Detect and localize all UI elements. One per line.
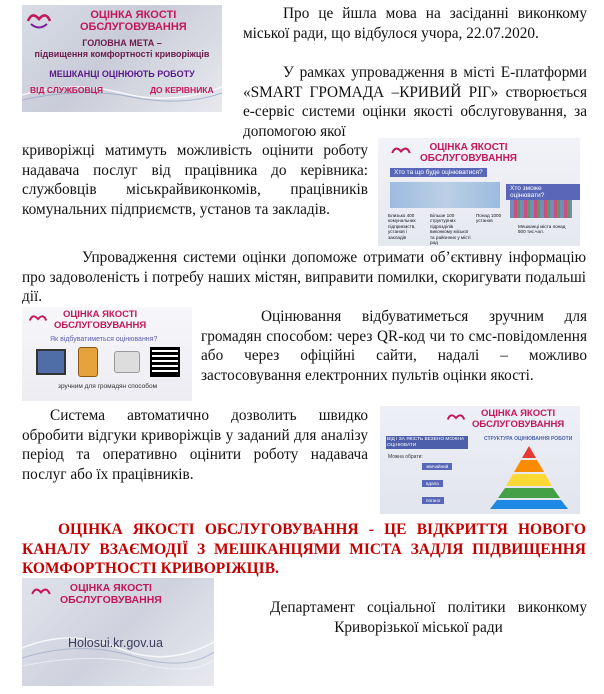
structure-title: СТРУКТУРА ОЦІНЮВАННЯ РОБОТИ: [484, 436, 573, 442]
heart-logo-icon: [26, 11, 52, 31]
paragraph-1: Про це йшла мова на засіданні виконкому міської ради, що відбулося учора, 22.07.2020.: [243, 5, 587, 42]
logo-title-1: ОЦІНКА ЯКОСТІ: [480, 408, 556, 419]
pyramid-diagram: [484, 444, 574, 510]
goal-text: [22, 38, 222, 60]
signature: Департамент соціальної політики виконкому Криворізької міської ради: [270, 599, 587, 636]
to-manager-text: ДО КЕРІВНИКА: [150, 85, 214, 95]
image-how-evaluate: [22, 307, 192, 401]
logo-title-2: ОБСЛУГОВУВАННЯ: [60, 594, 162, 606]
stat-4: Мешканці міста понад 500 тис.чол.: [518, 224, 566, 235]
stat-1: Близько 400 комунальних підприємств, установ і закладів: [388, 213, 416, 240]
option-3: погано: [422, 497, 444, 504]
logo-title-2: ОБСЛУГОВУВАННЯ: [80, 21, 187, 33]
paragraph-2a: У рамках упровадження в місті Е-платформи «SMART ГРОМАДА –КРИВИЙ РІГ» створюється е-сервіс системи оцінки якості обслуговування, за допомогою якої: [243, 64, 587, 140]
goal-line-1: ГОЛОВНА МЕТА –: [82, 38, 162, 48]
phone-icon: [78, 347, 98, 377]
question-who-can: Хто зможе оцінювати?: [506, 184, 580, 200]
paragraph-4: Оцінювання відбуватиметься зручним для громадян способом: через QR-код чи то смс-повідомлення або через офіційні сайти, надалі – можливо застосовування електронних пультів оцінки якості.: [201, 308, 587, 384]
computer-icon: [36, 349, 66, 375]
logo-title-2: ОБСЛУГОВУВАННЯ: [54, 319, 147, 331]
logo-title-1: ОЦІНКА ЯКОСТІ: [62, 309, 138, 320]
goal-line-2: підвищення комфортності криворіжців: [34, 49, 210, 59]
terminal-icon: [114, 351, 140, 373]
image-website-url: [22, 578, 214, 686]
banner-image-main-goal: [22, 5, 222, 112]
qr-code-icon: [150, 347, 180, 377]
image-evaluation-structure: [380, 406, 580, 514]
residents-text: МЕШКАНЦІ ОЦІНЮЮТЬ РОБОТУ: [49, 69, 195, 79]
headline: ОЦІНКА ЯКОСТІ ОБСЛУГОВУВАННЯ - ЦЕ ВІДКРИТТЯ НОВОГО КАНАЛУ ВЗАЄМОДІЇ З МЕШКАНЦЯМИ МІСТА ЗАДЛЯ ПІДВИЩЕННЯ КОМФОРТНОСТІ КРИВОРІЖЦІВ.: [22, 521, 586, 577]
heart-logo-icon: [28, 313, 48, 328]
crowd-illustration: [510, 200, 572, 218]
stat-2: Більше 100 структурних підрозділів виконкому міської та районних у місті рад: [430, 213, 471, 246]
image-who-evaluates: [378, 138, 580, 246]
heart-logo-icon: [30, 586, 52, 602]
paragraph-2b: криворіжці матимуть можливість оцінити роботу надавача послуг від працівника до керівника: службовців міськрайвиконкомів, працівників комунальних підприємств, установ та закладів.: [22, 142, 368, 218]
stat-3: Понад 1000 установ: [476, 213, 502, 224]
option-2: вдала: [422, 480, 443, 487]
caption-convenient: зручним для громадян способом: [58, 383, 158, 390]
logo-title-1: ОЦІНКА ЯКОСТІ: [69, 582, 152, 594]
left-panel-sub: Можна обрати:: [388, 454, 423, 460]
question-how: Як відбуватиметься оцінювання?: [50, 336, 158, 343]
option-1: звичайний: [422, 463, 452, 470]
people-illustration: [390, 182, 500, 208]
logo-title-2: ОБСЛУГОВУВАННЯ: [472, 418, 565, 430]
logo-title-2: ОБСЛУГОВУВАННЯ: [420, 153, 517, 164]
paragraph-5: Система автоматично дозволить швидко обробити відгуки криворіжців у заданий для аналізу період та оперативно оцінити роботу надавача послуг або їх працівників.: [22, 407, 368, 483]
from-employee-text: ВІД СЛУЖБОВЦЯ: [30, 85, 103, 95]
question-who: Хто та що буде оцінюватися?: [390, 168, 487, 177]
logo-title-1: ОЦІНКА ЯКОСТІ: [429, 142, 508, 153]
heart-logo-icon: [446, 412, 466, 427]
heart-logo-icon: [390, 145, 412, 161]
left-panel-title: ВІД І ЗА ЯКІСТЬ ВЕЗЕНО МОЖНА ОЦІНЮВАТИ: [386, 436, 468, 449]
website-url[interactable]: Holosui.kr.gov.ua: [68, 636, 163, 650]
paragraph-3: Упровадження системи оцінки допоможе отримати об’єктивну інформацію про задоволеність і потребу наших містян, виправити помилки, скоригувати подальші дії.: [22, 249, 586, 305]
logo-title-1: ОЦІНКА ЯКОСТІ: [90, 9, 177, 21]
